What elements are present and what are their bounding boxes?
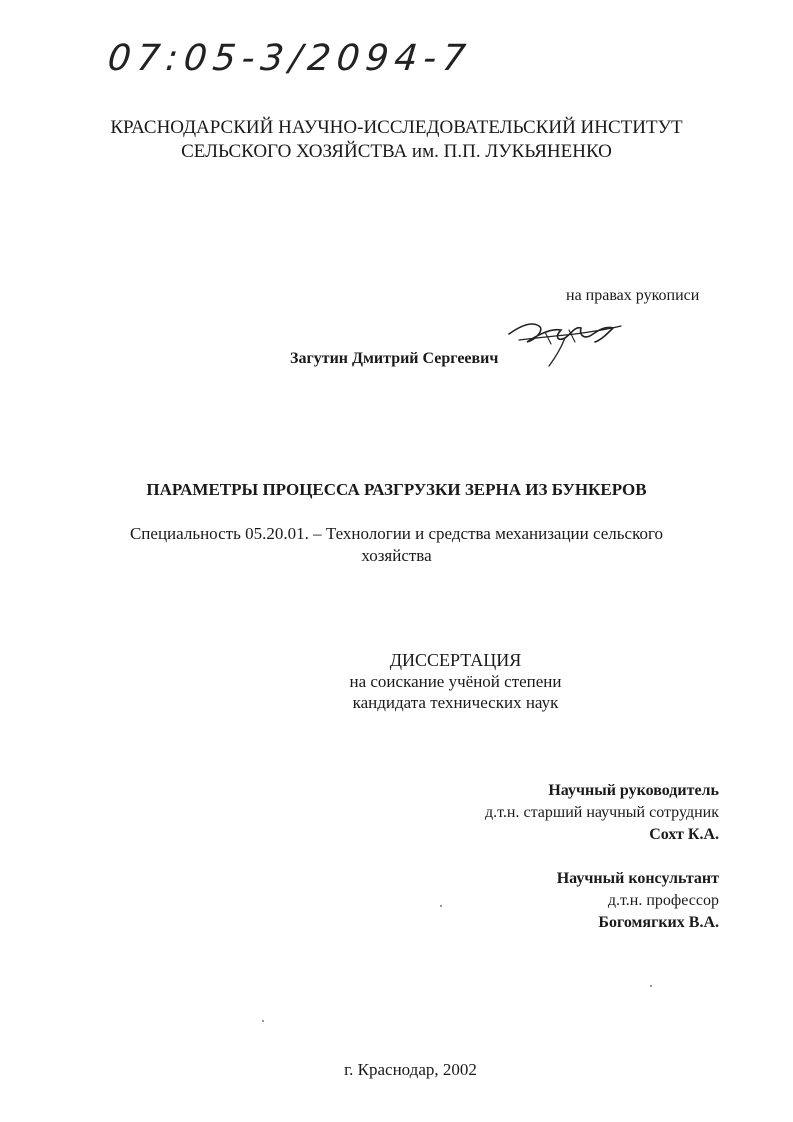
consultant-label: Научный консультант	[556, 870, 719, 887]
specialty-line-2: хозяйства	[361, 546, 432, 565]
specialty	[0, 523, 793, 567]
dissertation-heading: ДИССЕРТАЦИЯ	[389, 650, 522, 670]
degree-line-1: на соискание учёной степени	[349, 672, 562, 691]
place-and-year: г. Краснодар, 2002	[344, 1060, 477, 1079]
specialty-line-1: Специальность 05.20.01. – Технологии и средства механизации сельского	[129, 524, 664, 543]
institute-line-2: СЕЛЬСКОГО ХОЗЯЙСТВА им. П.П. ЛУКЬЯНЕНКО	[181, 141, 612, 162]
author-name: Загутин Дмитрий Сергеевич	[290, 350, 499, 367]
dissertation-title: ПАРАМЕТРЫ ПРОЦЕССА РАЗГРУЗКИ ЗЕРНА ИЗ БУНКЕРОВ	[146, 480, 647, 499]
advisors-block	[485, 780, 719, 934]
advisors-spacer	[485, 846, 719, 868]
scan-speck	[262, 1020, 264, 1022]
scan-speck	[440, 905, 442, 907]
supervisor-label: Научный руководитель	[548, 782, 719, 799]
degree-line-2: кандидата технических наук	[352, 693, 559, 712]
author-signature	[505, 312, 625, 372]
institute-line-1: КРАСНОДАРСКИЙ НАУЧНО-ИССЛЕДОВАТЕЛЬСКИЙ ИНСТИТУТ	[110, 117, 683, 138]
scan-speck	[650, 985, 652, 987]
rights-note: на правах рукописи	[566, 287, 700, 304]
consultant-name: Богомягких В.А.	[598, 914, 719, 931]
supervisor-name: Сохт К.А.	[649, 826, 719, 843]
supervisor-degree: д.т.н. старший научный сотрудник	[485, 804, 719, 821]
handwritten-archive-code: 07:05-3/2094-7	[105, 38, 474, 79]
institute-name	[0, 116, 793, 164]
consultant-degree: д.т.н. профессор	[607, 892, 719, 909]
dissertation-block	[0, 650, 793, 713]
